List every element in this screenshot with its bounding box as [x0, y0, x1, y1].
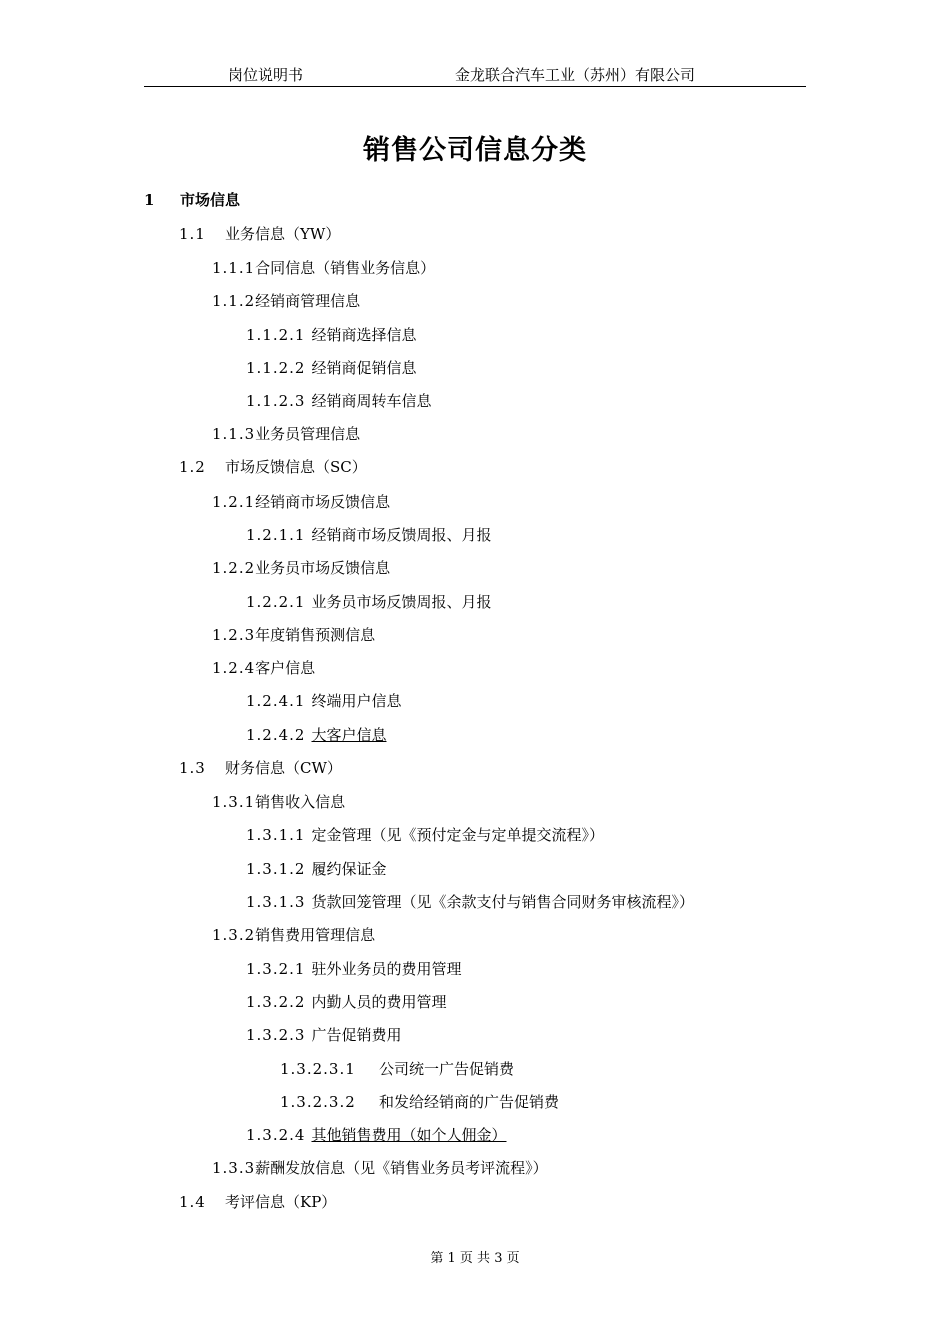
outline-item: [212, 792, 345, 812]
item-number: 1.3.1.2: [246, 860, 306, 878]
item-text: 经销商市场反馈周报、月报: [311, 526, 492, 544]
item-text: 业务员市场反馈信息: [255, 559, 391, 577]
item-number: 1.3.1: [212, 793, 256, 811]
outline-item: [212, 925, 375, 945]
item-number: 1.2.2.1: [246, 593, 306, 611]
item-text: 客户信息: [255, 659, 316, 677]
item-number: 1.3.2.4: [246, 1126, 306, 1144]
outline-item: [246, 358, 417, 378]
item-text: 驻外业务员的费用管理: [311, 960, 462, 978]
item-text: 薪酬发放信息（见《销售业务员考评流程》）: [255, 1159, 548, 1177]
item-text: 经销商市场反馈信息: [255, 493, 391, 511]
outline-item: [179, 1192, 336, 1212]
outline-item: [246, 691, 402, 711]
outline-item: [246, 959, 462, 979]
item-number: 1.3.1.1: [246, 826, 306, 844]
outline-item: [212, 291, 360, 311]
item-text: 业务信息（YW）: [225, 225, 341, 243]
item-number: 1.3.2.3.1: [280, 1060, 356, 1078]
item-number: 1.2.1: [212, 493, 256, 511]
item-number: 1.2.3: [212, 626, 256, 644]
outline-item: [280, 1059, 514, 1079]
item-text: 考评信息（KP）: [225, 1193, 337, 1211]
item-number: 1.3.2.3.2: [280, 1093, 356, 1111]
item-number: 1.2.4: [212, 659, 256, 677]
item-text: 财务信息（CW）: [225, 759, 342, 777]
item-text: 合同信息（销售业务信息）: [255, 259, 436, 277]
item-text: 市场信息: [180, 191, 241, 209]
item-number: 1.3.3: [212, 1159, 256, 1177]
header-doc-type: 岗位说明书: [228, 66, 304, 84]
item-text: 定金管理（见《预付定金与定单提交流程》）: [311, 826, 604, 844]
outline-item: [179, 758, 342, 778]
item-text: 和发给经销商的广告促销费: [379, 1093, 560, 1111]
page-footer: 第 1 页 共 3 页: [430, 1251, 520, 1266]
outline-item: [246, 391, 432, 411]
header-divider: [144, 86, 806, 87]
item-number: 1.3.2.1: [246, 960, 306, 978]
item-number: 1.3.1.3: [246, 893, 306, 911]
item-number: 1.3.2.2: [246, 993, 306, 1011]
outline-item: [246, 592, 492, 612]
page-title: 销售公司信息分类: [363, 135, 587, 166]
item-text: 业务员管理信息: [255, 425, 361, 443]
item-text: 年度销售预测信息: [255, 626, 376, 644]
outline-item: [212, 258, 435, 278]
item-text: 经销商周转车信息: [311, 392, 432, 410]
item-text: 履约保证金: [311, 860, 387, 878]
item-number: 1.2.4.2: [246, 726, 306, 744]
item-number: 1.1.2.1: [246, 326, 306, 344]
outline-item: [144, 190, 240, 210]
item-text: 业务员市场反馈周报、月报: [311, 593, 492, 611]
outline-item: [246, 859, 387, 879]
outline-item: [246, 325, 417, 345]
outline-item: [212, 558, 390, 578]
item-number: 1.1.3: [212, 425, 256, 443]
item-number: 1: [144, 191, 155, 209]
item-text: 其他销售费用（如个人佣金）: [311, 1126, 507, 1144]
item-number: 1.3: [179, 759, 206, 777]
item-text: 经销商选择信息: [311, 326, 417, 344]
outline-item: [246, 725, 387, 745]
item-number: 1.1: [179, 225, 206, 243]
item-number: 1.3.2.3: [246, 1026, 306, 1044]
item-number: 1.2: [179, 458, 206, 476]
outline-item: [246, 525, 492, 545]
item-number: 1.1.2: [212, 292, 256, 310]
item-text: 销售费用管理信息: [255, 926, 376, 944]
item-number: 1.2.1.1: [246, 526, 306, 544]
outline-item: [212, 658, 315, 678]
outline-item: [179, 457, 367, 477]
outline-item: [246, 992, 447, 1012]
header-company: 金龙联合汽车工业（苏州）有限公司: [455, 66, 696, 84]
outline-item: [212, 492, 390, 512]
item-number: 1.4: [179, 1193, 206, 1211]
item-number: 1.1.2.3: [246, 392, 306, 410]
item-text: 销售收入信息: [255, 793, 346, 811]
item-text: 广告促销费用: [311, 1026, 402, 1044]
item-text: 公司统一广告促销费: [379, 1060, 515, 1078]
item-number: 1.3.2: [212, 926, 256, 944]
outline-item: [246, 825, 604, 845]
outline-item: [212, 424, 360, 444]
item-number: 1.2.2: [212, 559, 256, 577]
item-text: 经销商促销信息: [311, 359, 417, 377]
item-number: 1.2.4.1: [246, 692, 306, 710]
outline-item: [179, 224, 340, 244]
item-text: 终端用户信息: [311, 692, 402, 710]
item-number: 1.1.1: [212, 259, 256, 277]
item-text: 市场反馈信息（SC）: [225, 458, 367, 476]
item-text: 经销商管理信息: [255, 292, 361, 310]
outline-item: [246, 892, 694, 912]
item-text: 内勤人员的费用管理: [311, 993, 447, 1011]
outline-item: [212, 625, 375, 645]
outline-item: [246, 1025, 402, 1045]
item-number: 1.1.2.2: [246, 359, 306, 377]
outline-item: [246, 1125, 507, 1145]
outline-item: [212, 1158, 548, 1178]
outline-item: [280, 1092, 559, 1112]
item-text: 货款回笼管理（见《余款支付与销售合同财务审核流程》）: [311, 893, 694, 911]
item-text: 大客户信息: [311, 726, 387, 744]
